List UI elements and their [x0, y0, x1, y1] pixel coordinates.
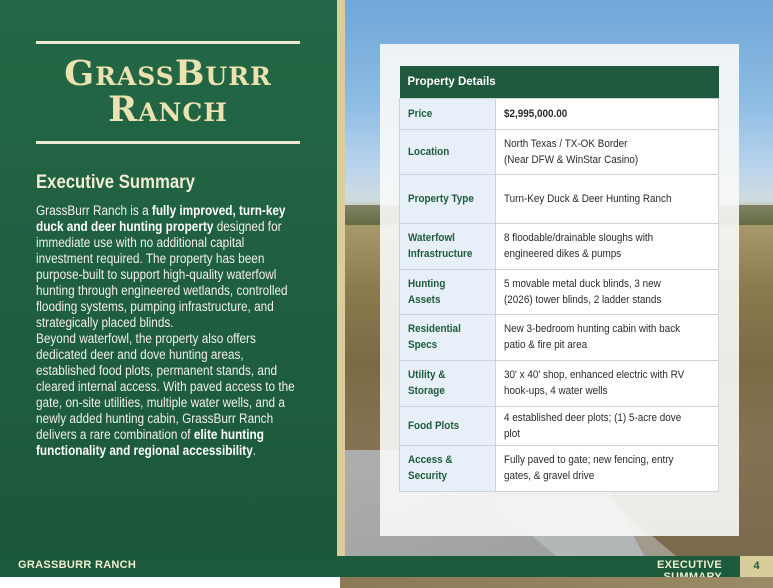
footer-brand: GRASSBURR RANCH: [18, 559, 137, 571]
table-row: [400, 174, 719, 223]
row-value-waterfowl: 8 floodable/drainable sloughs with engineered dikes & pumps: [504, 232, 654, 260]
table-row: [400, 314, 719, 360]
table-row: [400, 269, 719, 314]
row-value-location-2: (Near DFW & WinStar Casino): [504, 153, 639, 166]
brand-line-1: GrassBurr: [64, 53, 272, 94]
row-label-waterfowl: Waterfowl Infrastructure: [408, 232, 473, 260]
summary-paragraph-1: [36, 203, 300, 331]
row-value-access: Fully paved to gate; new fencing, entry gates, & gravel drive: [504, 454, 674, 482]
p1-text-a: GrassBurr Ranch is a: [36, 203, 152, 218]
row-value-residential: New 3-bedroom hunting cabin with back patio & fire pit area: [504, 323, 681, 351]
page-number: 4: [740, 556, 773, 577]
row-label-residential: Residential Specs: [408, 323, 461, 351]
table-header: Property Details: [400, 66, 719, 98]
table-row: [400, 445, 719, 491]
table-header-row: [400, 66, 719, 98]
bottom-strip: [0, 577, 773, 588]
row-label-price: Price: [408, 107, 433, 120]
property-details-table: [399, 66, 719, 492]
brand-line-2: Ranch: [108, 89, 228, 130]
brand-title: [36, 53, 300, 130]
row-label-utility: Utility & Storage: [408, 369, 446, 397]
row-label-access: Access & Security: [408, 454, 453, 482]
row-value-property-type: Turn-Key Duck & Deer Hunting Ranch: [504, 192, 672, 205]
footer-section-title: EXECUTIVE: [656, 559, 722, 571]
top-rule: [36, 41, 300, 44]
section-heading: Executive Summary: [36, 172, 195, 193]
p2-text-c: .: [252, 443, 257, 458]
row-value-food-plots: 4 established deer plots; (1) 5-acre dove plot: [504, 411, 682, 440]
table-row: [400, 223, 719, 269]
p2-bold: elite hunting functionality and regional accessibility: [36, 427, 264, 458]
row-value-location: North Texas / TX-OK Border: [504, 137, 628, 150]
table-row: [400, 98, 719, 129]
summary-paragraph-2: [36, 331, 300, 459]
row-label-property-type: Property Type: [408, 192, 474, 205]
p2-text-a: Beyond waterfowl, the property also offers dedicated deer and dove hunting areas, established food plots, permanent stands, and cleared internal access. With paved access to the gate, on-site utilities, multiple water wells, and a newly added hunting cabin, GrassBurr Ranch delivers a rare combination of: [36, 331, 295, 442]
bottom-rule: [36, 141, 300, 144]
row-label-location: Location: [408, 145, 450, 158]
row-label-hunting-assets: Hunting Assets: [408, 277, 446, 306]
row-value-price: $2,995,000.00: [504, 107, 568, 120]
row-value-hunting-assets: 5 movable metal duck blinds, 3 new (2026) tower blinds, 2 ladder stands: [504, 277, 662, 306]
p1-bold: fully improved, turn-key duck and deer hunting property: [36, 203, 286, 234]
row-label-food-plots: Food Plots: [408, 419, 460, 432]
table-row: [400, 406, 719, 445]
p1-text-c: designed for immediate use with no additional capital investment required. The property has been purpose-built to support high-quality waterfowl hunting through engineered wetlands, controlled flooding systems, pumping infrastructure, and strategically placed blinds.: [36, 219, 288, 330]
row-value-utility: 30' x 40' shop, enhanced electric with RV hook-ups, 4 water wells: [504, 369, 685, 397]
accent-stripe: [337, 0, 345, 556]
table-row: [400, 360, 719, 406]
table-row: [400, 129, 719, 174]
